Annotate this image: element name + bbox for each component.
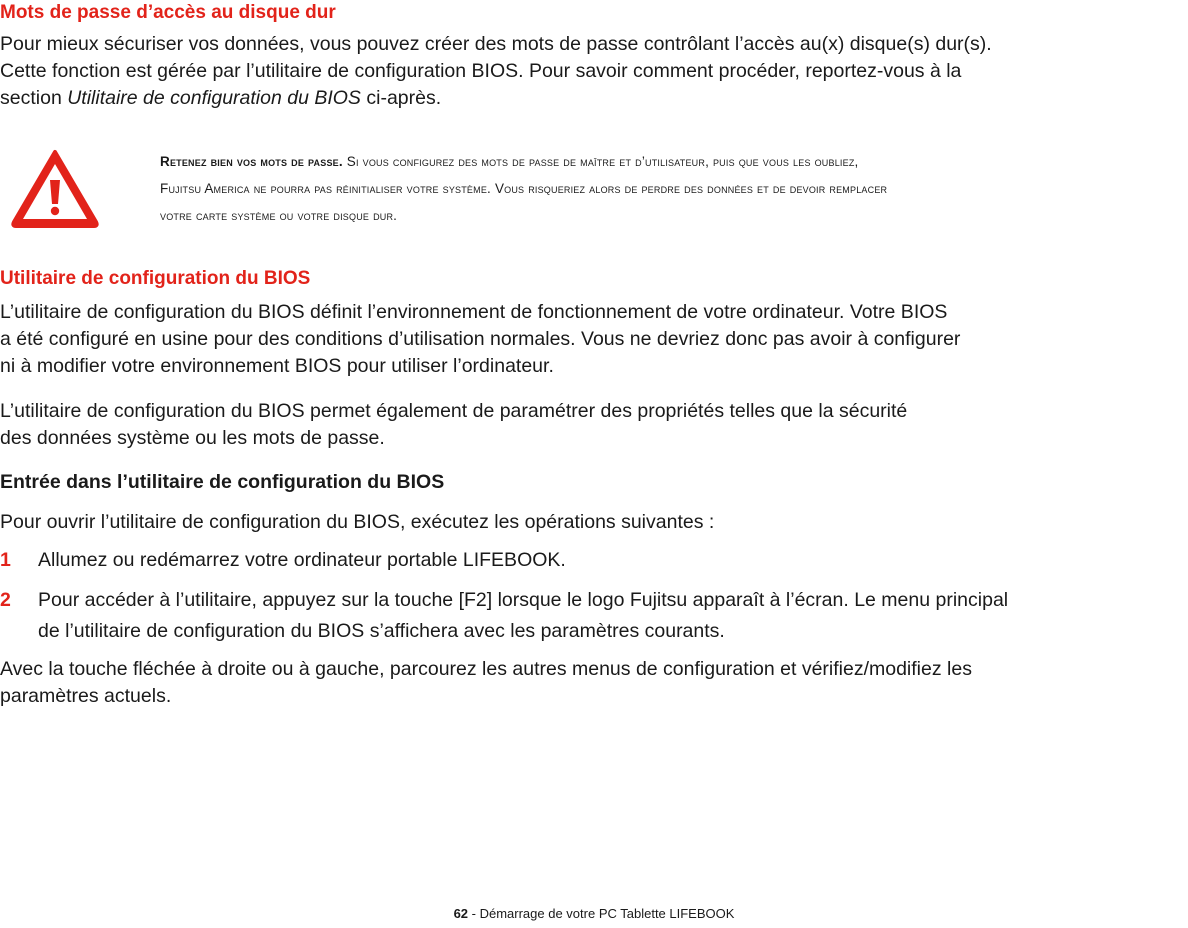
paragraph-line: Cette fonction est gérée par l’utilitaire de configuration BIOS. Pour savoir comment procéder, reportez-vous à la bbox=[0, 60, 962, 82]
step-line: de l’utilitaire de configuration du BIOS s’affichera avec les paramètres courants. bbox=[38, 620, 725, 642]
step-text bbox=[38, 585, 1008, 647]
step-number: 2 bbox=[0, 589, 11, 611]
warning-line bbox=[160, 148, 887, 175]
paragraph-line bbox=[0, 85, 992, 112]
step-number: 1 bbox=[0, 549, 11, 571]
step-text bbox=[38, 545, 566, 576]
text-run: Si vous configurez des mots de passe de maître et d’utilisateur, puis que vous les oubliez, bbox=[342, 154, 859, 169]
paragraph-line: Avec la touche fléchée à droite ou à gauche, parcourez les autres menus de configuration et vérifiez/modifiez les bbox=[0, 658, 972, 680]
subsection-heading-enter-bios: Entrée dans l’utilitaire de configuration du BIOS bbox=[0, 471, 445, 493]
paragraph-line: L’utilitaire de configuration du BIOS définit l’environnement de fonctionnement de votre ordinateur. Votre BIOS bbox=[0, 301, 948, 323]
paragraph-line: des données système ou les mots de passe. bbox=[0, 427, 385, 449]
arrow-keys-paragraph bbox=[0, 656, 972, 710]
warning-triangle-icon bbox=[8, 146, 102, 230]
section-heading-hdd-passwords: Mots de passe d’accès au disque dur bbox=[0, 2, 336, 23]
bios-properties-paragraph bbox=[0, 398, 907, 452]
warning-line: votre carte système ou votre disque dur. bbox=[160, 208, 398, 223]
enter-bios-intro: Pour ouvrir l’utilitaire de configuration du BIOS, exécutez les opérations suivantes : bbox=[0, 511, 715, 533]
paragraph-line: L’utilitaire de configuration du BIOS permet également de paramétrer des propriétés telles que la sécurité bbox=[0, 400, 908, 422]
warning-callout bbox=[0, 140, 1188, 240]
paragraph-line: Pour mieux sécuriser vos données, vous pouvez créer des mots de passe contrôlant l’accès au(x) disque(s) dur(s). bbox=[0, 33, 992, 55]
warning-lead: Retenez bien vos mots de passe. bbox=[160, 154, 343, 169]
paragraph-line: paramètres actuels. bbox=[0, 685, 172, 707]
warning-line: Fujitsu America ne pourra pas réinitialiser votre système. Vous risqueriez alors de perdre des données et de devoir remplacer bbox=[160, 181, 888, 196]
section-heading-bios-setup: Utilitaire de configuration du BIOS bbox=[0, 268, 311, 289]
bios-intro-paragraph bbox=[0, 299, 960, 380]
text-run: section bbox=[0, 87, 68, 109]
footer-title: - Démarrage de votre PC Tablette LIFEBOOK bbox=[468, 906, 735, 921]
step-line: Pour accéder à l’utilitaire, appuyez sur la touche [F2] lorsque le logo Fujitsu apparaît à l’écran. Le menu principal bbox=[38, 589, 1009, 611]
page-footer bbox=[0, 906, 1188, 921]
step-line: Allumez ou redémarrez votre ordinateur portable LIFEBOOK. bbox=[38, 549, 566, 571]
page-number: 62 bbox=[453, 906, 469, 921]
paragraph-line: ni à modifier votre environnement BIOS pour utiliser l’ordinateur. bbox=[0, 355, 554, 377]
paragraph-line: a été configuré en usine pour des conditions d’utilisation normales. Vous ne devriez donc pas avoir à configurer bbox=[0, 328, 961, 350]
text-run: ci-après. bbox=[360, 87, 442, 109]
bios-section-reference: Utilitaire de configuration du BIOS bbox=[67, 87, 361, 109]
warning-text bbox=[160, 148, 887, 229]
hdd-passwords-paragraph bbox=[0, 31, 992, 112]
